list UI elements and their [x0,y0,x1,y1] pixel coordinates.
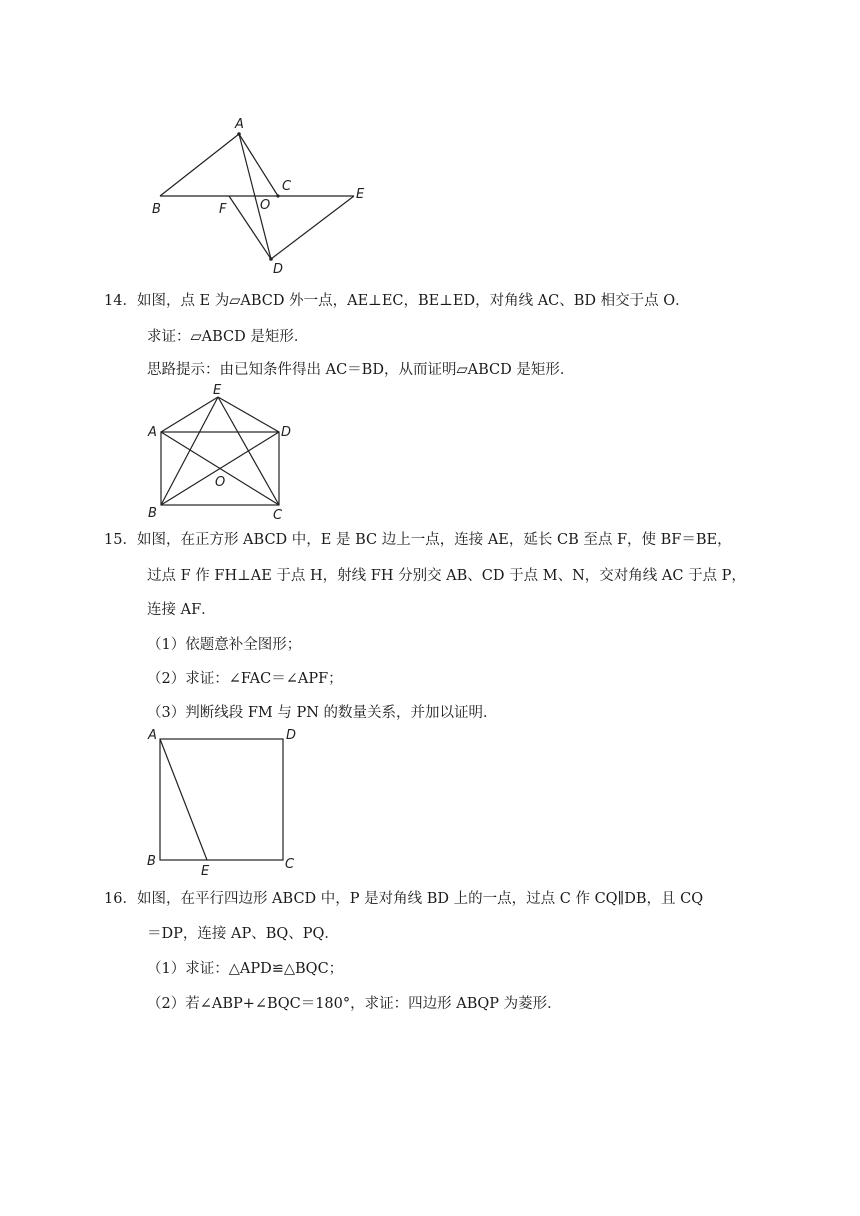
q15-sub1: （1）依题意补全图形； [147,637,302,653]
label-D: D [273,262,284,277]
q14-line2: 求证：▱ABCD 是矩形． [147,329,309,345]
label-O: O [215,475,226,490]
label-E: E [356,187,365,202]
figure-q14 [140,380,310,525]
label-B: B [148,506,157,521]
q16-sub1: （1）求证：△APD≌△BQC； [147,961,344,977]
label-E: E [213,383,222,398]
q15-line1: 15．如图，在正方形 ABCD 中，E 是 BC 边上一点，连接 AE，延长 CB 至点 F，使 BF＝BE， [104,532,732,548]
label-D: D [286,728,297,743]
label-C: C [285,857,295,872]
q14-line3: 思路提示：由已知条件得出 AC＝BD，从而证明▱ABCD 是矩形． [147,362,575,378]
figure-q15 [140,722,310,880]
label-D: D [281,425,292,440]
label-B: B [152,202,161,217]
figure-q13-svg [140,110,380,280]
label-E: E [201,864,210,879]
q15-line3: 连接 AF． [147,602,216,618]
label-B: B [147,854,156,869]
q16-line1: 16．如图，在平行四边形 ABCD 中，P 是对角线 BD 上的一点，过点 C 作 CQ∥DB，且 CQ [104,891,704,907]
q16-sub2: （2）若∠ABP+∠BQC＝180°，求证：四边形 ABQP 为菱形． [147,996,562,1012]
figure-q13 [140,110,380,280]
label-A: A [148,425,157,440]
label-C: C [273,508,283,523]
label-F: F [219,202,227,217]
label-A: A [148,728,157,743]
q15-sub2: （2）求证：∠FAC＝∠APF； [147,671,343,687]
q14-line1: 14．如图，点 E 为▱ABCD 外一点，AE⊥EC，BE⊥ED，对角线 AC、BD 相交于点 O． [104,293,690,309]
label-O: O [260,198,271,213]
figure-q14-svg [140,380,310,525]
q16-line2: ＝DP，连接 AP、BQ、PQ． [147,926,339,942]
figure-q15-svg [140,722,310,880]
q15-line2: 过点 F 作 FH⊥AE 于点 H，射线 FH 分别交 AB、CD 于点 M、N，交对角线 AC 于点 P， [147,568,746,584]
q15-sub3: （3）判断线段 FM 与 PN 的数量关系，并加以证明． [147,705,498,721]
label-C: C [282,179,292,194]
label-A: A [235,117,244,132]
